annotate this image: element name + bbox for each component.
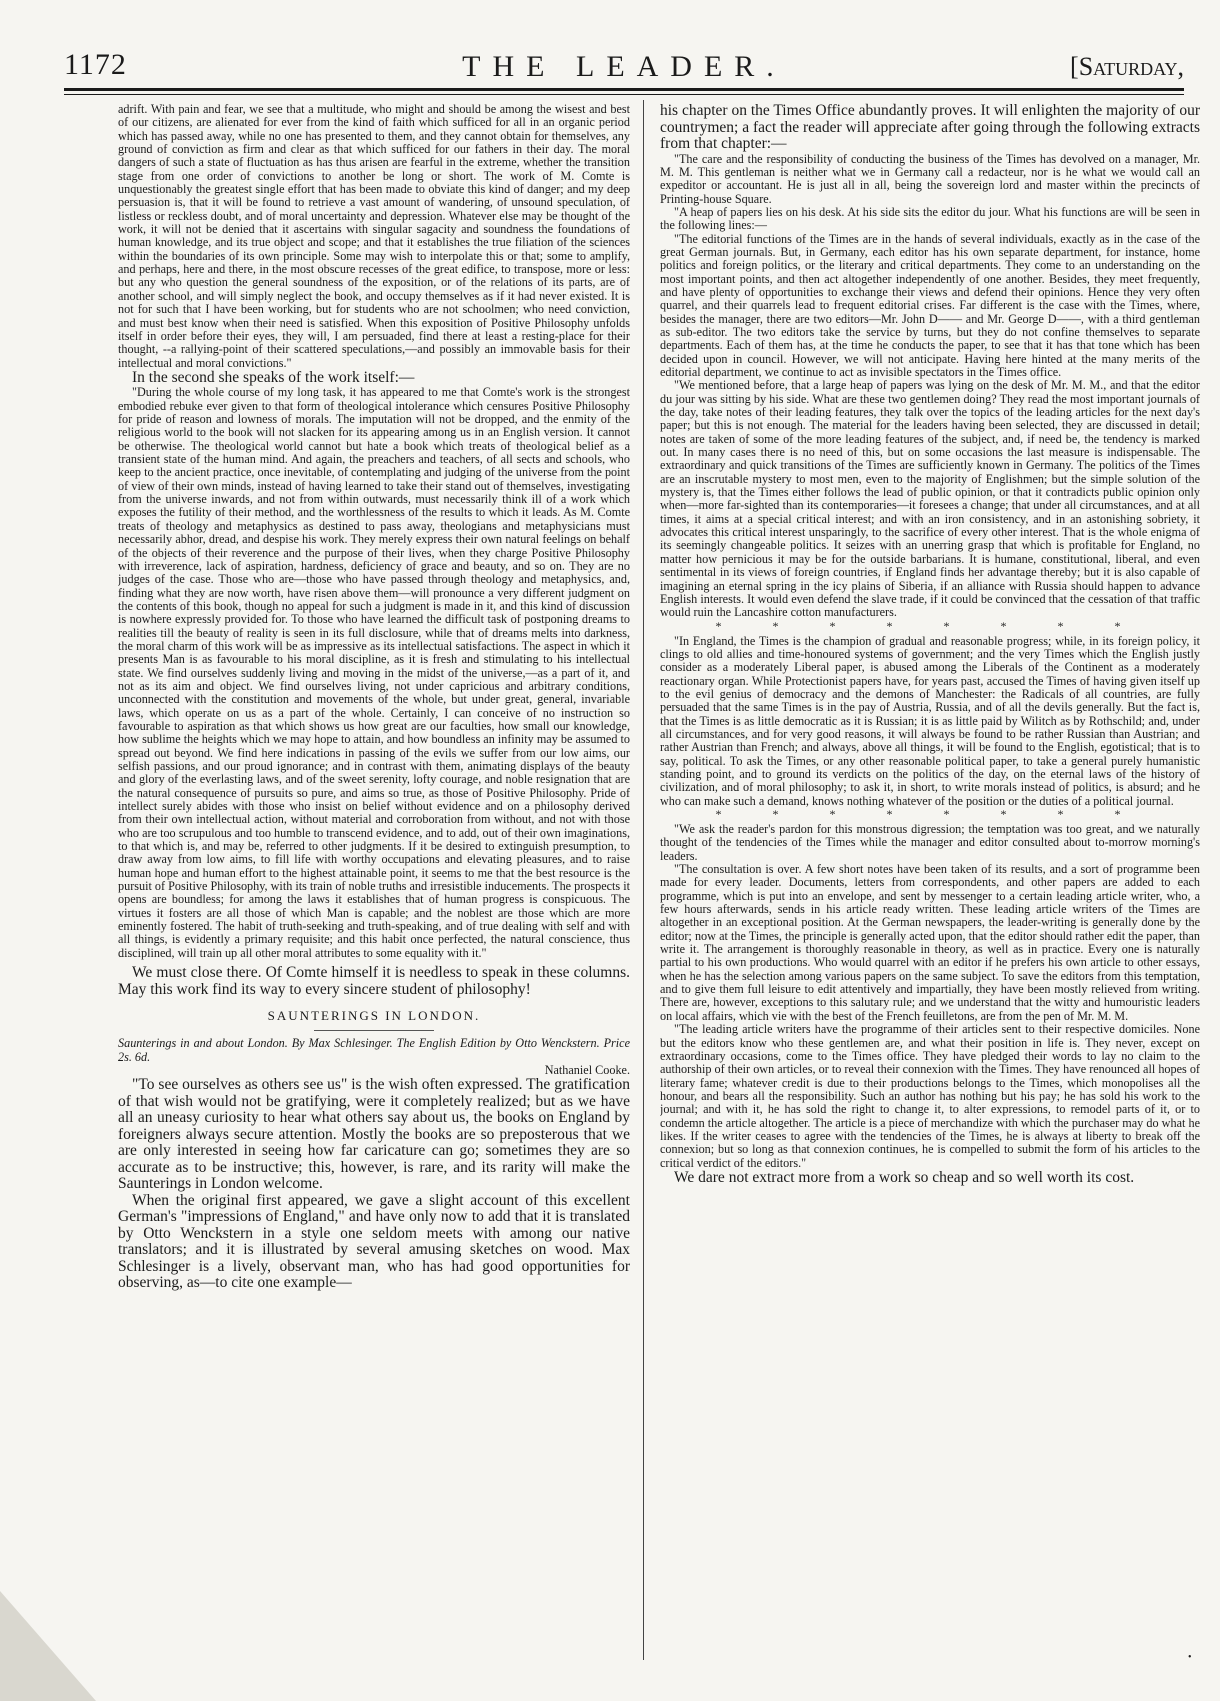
comte-review-quote: "During the whole course of my long task, it has appeared to me that Comte's work is the strongest embodied rebuke ever given to that form of theological intolerance which censures Positive Philosophy for pride of reason and lowness of morals. The imputation will not be dropped, and the enmity of the religious world to the book will not slacken for its appearing among us in an English version. It cannot be otherwise. The theological world cannot but hate a book which treats of theological belief as a transient state of the human mind. And again, the preachers and teachers, of all sects and schools, who keep to the ancient practice, once inevitable, of contemplating and judging of the universe from the point of view of their own minds, instead of having learned to take their stand out of themselves, investigating from the universe inwards, and not from within outwards, must necessarily think ill of a work which exposes the futility of their method, and the worthlessness of the results to which it leads. As M. Comte treats of theology and metaphysics as destined to pass away, theologians and metaphysicians must necessarily abhor, dread, and despise his work. They merely express their own natural feelings on behalf of the objects of their reverence and the purpose of their lives, when they charge Positive Philosophy with irreverence, lack of aspiration, hardness, deficiency of grace and beauty, and so on. They are no judges of the case. Those who are—those who have passed through theology and metaphysics, and, finding what they are now worth, have risen above them—will pronounce a very different judgment on the contents of this book, though no appeal for such a judgment is made in it, and this kind of discussion is nowhere expressly provided for. To those who have learned the difficult task of postponing dreams to realities till the beauty of reality is seen in its full disclosure, while that of dreams melts into darkness, the moral charm of this work will be as impressive as its intellectual satisfactions. The aspect in which it presents Man is as favourable to his moral discipline, as it is fresh and stimulating to his intellectual state. We find ourselves suddenly living and moving in the midst of the universe,—as a part of it, and not as its aim and object. We find ourselves living, not under capricious and arbitrary conditions, unconnected with the constitution and movements of the whole, but under great, general, invariable laws, which operate on us as a part of the whole. Certainly, I can conceive of no instruction so favourable to aspiration as that which shows us how great are our faculties, how small our knowledge, how sublime the heights which we may hope to attain, and how boundless an infinity may be assumed to spread out beyond. We find here indications in passing of the evils we suffer from our low aims, our selfish passions, and our proud ignorance; and in contrast with them, animating displays of the beauty and glory of the everlasting laws, and of the sweet serenity, lofty courage, and noble resignation that are the natural consequence of pursuits so pure, and aims so true, as those of Positive Philosophy. Pride of intellect surely abides with those who insist on belief without evidence and on a philosophy derived from their own intellectual action, without material and corroboration from without, and not with those who are too scrupulous and too humble to transcend evidence, and to add, out of their own imaginations, to that which is, and may be, referred to other judgments. If it be desired to extinguish presumption, to draw away from low aims, to fill life with worthy occupations and elevating pleasures, and to raise human hope and human effort to the highest attainable point, it seems to me that the best resource is the pursuit of Positive Philosophy, with its train of noble truths and irresistible inducements. The prospects it opens are boundless; for among the laws it establishes that of human progress is conspicuous. The virtues it fosters are all those of which Man is capable; and the noblest are those which are more eminently fostered. The habit of truth-seeking and truth-speaking, and of true dealing with self and with all things, is evidently a primary requisite; and this habit once perfected, the natural conscience, thus disciplined, will train up all other moral attributes to some equality with it." [118, 385, 630, 960]
newspaper-title: THE LEADER. [462, 50, 786, 83]
column-divider [643, 100, 644, 1660]
issue-day: [Saturday, [1070, 52, 1184, 81]
times-extract-3: "The editorial functions of the Times are in the hands of several individuals, exactly as in the case of the great German journals. But, in Germany, each editor has his own separate department, for instance, home politics and foreign politics, or the literary and critical departments. They come to an understanding on the most important points, and then act altogether independently of one another. Besides, they meet frequently, and have plenty of opportunities to exchange their views and defend their opinions. Hence they very often quarrel, and their quarrels lead to frequent editorial crises. Far different is the case with the Times, where, besides the manager, there are two editors—Mr. John D—— and Mr. George D——, with a third gentleman as sub-editor. The two editors take the service by turns, but they do not confine themselves to separate departments. Each of them has, at the time he conducts the paper, to see that it has that tone which has been decided upon in council. However, we will not anticipate. Having here hinted at the many merits of the editorial department, we continue to act as invisible spectators in the Times office. [660, 231, 1200, 379]
times-office-intro: his chapter on the Times Office abundantly proves. It will enlighten the majority of our countrymen; a fact the reader will appreciate after going through the following extracts from that chapter:— [660, 103, 1200, 152]
times-extract-8: "The leading article writers have the programme of their articles sent to their respective domiciles. None but the editors know who these gentlemen are, and what their position in life is. They never, except on extraordinary occasions, come to the Times office. They have pledged their words to lay no claim to the authorship of their own articles, or to reveal their connexion with the Times. They have renounced all hopes of literary fame; whatever credit is due to their productions belongs to the Times, which monopolises all the honour, and bears all the responsibility. Such an author has nothing but his pay; he has sold his work to the journal; and with it, he has sold the right to change it, to alter expressions, to remodel parts of it, or to condemn the article altogether. The article is a piece of merchandize with which the purchaser may do what he likes. If the writer ceases to agree with the tendencies of the Times, he is always at liberty to break off the connexion; but so long as that connexion continues, he is compelled to submit the form of his articles to the critical verdict of the editors." [660, 1022, 1200, 1170]
comte-review-paragraph: adrift. With pain and fear, we see that a multitude, who might and should be among the wisest and best of our citizens, are alienated for ever from the kind of faith which sufficed for all in an organic period which has passed away, while no one has presented to them, and they cannot obtain for themselves, any ground of conviction as firm and clear as that which sufficed for our fathers in their day. The moral dangers of such a state of fluctuation as has thus arisen are fearful in the extreme, whether the transition stage from one order of convictions to another be long or short. The work of M. Comte is unquestionably the greatest single effort that has been made to obviate this kind of danger; and my deep persuasion is, that it will be found to retrieve a vast amount of wandering, of unsound speculation, of listless or reckless doubt, and of moral uncertainty and depression. Whatever else may be thought of the work, it will not be denied that it ascertains with singular sagacity and soundness the foundations of human knowledge, and its true object and scope; and that it establishes the true filiation of the sciences within the boundaries of its own principle. Some may wish to interpolate this or that; some to amplify, and perhaps, here and there, in the most obscure recesses of the great edifice, to transpose, more or less: but any who question the general soundness of the exposition, or of the relations of its parts, are of another school, and will simply neglect the book, and occupy themselves as if it had never existed. It is not for such that I have been working, but for students who are not schoolmen; who need conviction, and must best know when their need is satisfied. When this exposition of Positive Philosophy unfolds itself in order before their eyes, they will, I am persuaded, find there at least a resting-place for their thought, --a rallying-point of their scattered speculations,—and possibly an immovable basis for their intellectual and moral convictions." [118, 103, 630, 370]
saunterings-paragraph-1: "To see ourselves as others see us" is the wish often expressed. The gratification of that wish would not be gratifying, were it completely realized; but as we have all an uneasy curiosity to hear what others say about us, the books on England by foreigners always secure attention. Mostly the books are so preposterous that we are only interested in seeing how far caricature can go; sometimes they are so accurate as to be instructive; this, however, is rare, and its rarity will make the Saunterings in London welcome. [118, 1076, 630, 1193]
times-extract-7: "The consultation is over. A few short notes have been taken of its results, and a sort of programme been made for every leader. Documents, letters from correspondents, and other papers are added to each programme, which is put into an envelope, and sent by messenger to a certain leading article writer, who, a few hours afterwards, sends in his article ready written. These leading article writers of the Times are altogether in an exceptional position. At the German newspapers, the leader-writing is generally done by the editor; now at the Times, the principle is generally acted upon, that the editor should rather edit the paper, than write it. The arrangement is thoroughly reasonable in theory, as well as in practice. Every one is naturally partial to his own productions. Who would quarrel with an editor if he prefers his own article to other essays, when he has the selection among various papers on the same subject. To save the editors from this temptation, and to give them full leisure to edit attentively and impartially, they have been mostly relieved from writing. There are, however, exceptions to this salutary rule; and we understand that the witty and humouristic leaders on local affairs, which vie with the best of the French feuilletons, are from the pen of Mr. M. M. [660, 862, 1200, 1023]
comte-review-closing: We must close there. Of Comte himself it is needless to speak in these columns. May this work find its way to every sincere student of philosophy! [118, 964, 630, 998]
page-number: 1172 [64, 48, 127, 81]
section-title: SAUNTERINGS IN LONDON. [267, 1008, 481, 1024]
citation-text: Saunterings in and about London. By Max Schlesinger. The English Edition by Otto Wenckstern. Price 2s. 6d. [118, 1036, 630, 1064]
times-extract-1: "The care and the responsibility of conducting the business of the Times has devolved on a manager, Mr. M. M. This gentleman is neither what we in Germany call a redacteur, nor is he what we would call an expeditor or accountant. He is just all in all, being the sovereign lord and master within the precincts of Printing-house Square. [660, 151, 1200, 206]
book-citation [118, 1037, 630, 1077]
section-break-stars-2: * * * * * * * * [715, 807, 1145, 821]
times-extract-5: "In England, the Times is the champion of gradual and reasonable progress; while, in its foreign policy, it clings to old allies and time-honoured systems of government; and the very Times which the English justly consider as a moderately Liberal paper, is abused among the Liberals of the Continent as a moderately reactionary organ. While Protectionist papers have, for years past, accused the Times of having given itself up to the evil genius of democracy and the demons of Manchester: the Radicals of all countries, are fully persuaded that the same Times is in the pay of Austria, Russia, and of all the devils generally. But the fact is, that the Times is as little democratic as it is Russian; it is as little paid by Wilitch as by Rothschild; and, under all circumstances, and for very good reasons, it will always be found to be rather Russian than Austrian; and rather Austrian than French; and always, above all things, it will be found to the English, egotistical; that is to say, political. To ask the Times, or any other reasonable political paper, to take a general purely humanistic standing point, and to ground its verdicts on the politics of the day, on the eternal laws of the history of civilization, and of moral philosophy; to ask it, in short, to write morals instead of politics, is absurd; and he who can make such a demand, knows nothing whatever of the position or the duties of a political journal. [660, 633, 1200, 808]
times-extract-2: "A heap of papers lies on his desk. At his side sits the editor du jour. What his functions are will be seen in the following lines:— [660, 204, 1200, 233]
page-fold-mark [0, 1591, 96, 1701]
header-rule-thick [64, 88, 1184, 91]
times-extract-4: "We mentioned before, that a large heap of papers was lying on the desk of Mr. M. M., and that the editor du jour was sitting by his side. What are these two gentlemen doing? They read the most important journals of the day, take notes of their leading features, they talk over the topics of the leading articles for the next day's paper; but this is not enough. The material for the leaders having been selected, they are discussed in detail; notes are taken of some of the more leading features of the subject, and, if need be, the tendency is marked out. In many cases there is no need of this, but on some occasions the last measure is indispensable. The extraordinary and quick transitions of the Times are sufficiently known in Germany. The politics of the Times are an inscrutable mystery to most men, even to the majority of Englishmen; but the simple solution of the mystery is, that the Times either follows the lead of public opinion, or that it contradicts public opinion only when—more far-sighted than its contemporaries—it foresees a change; that under all circumstances, and at all times, it aims at a special critical interest; and with an iron consistency, and in an astonishing sobriety, it advocates this critical interest unsparingly, to the sacrifice of every other interest. That is the whole enigma of its seemingly changeable politics. It seizes with an unerring grasp that which is profitable for England, no matter how pernicious it may be for the outside barbarians. It is humane, constitutional, liberal, and even sentimental in its views of foreign countries, if England finds her advantage thereby; but it is also capable of imagining an eternal spring in the icy plains of Siberia, if an alliance with Russia should happen to advance English interests. It would even defend the slave trade, if it could be convinced that the cessation of that traffic would ruin the Lancashire cotton manufacturers. [660, 378, 1200, 620]
saunterings-paragraph-2: When the original first appeared, we gave a slight account of this excellent German's "impressions of England," and have only now to add that it is translated by Otto Wenckstern in a style one seldom meets with among our native translators; and it is illustrated by several amusing sketches on wood. Max Schlesinger is a lively, observant man, who has had good opportunities for observing, as—to cite one example— [118, 1191, 630, 1292]
comte-review-intro: In the second she speaks of the work itself:— [132, 368, 415, 386]
times-extract-6: "We ask the reader's pardon for this monstrous digression; the temptation was too great, and we naturally thought of the tendencies of the Times while the manager and editor consulted about to-morrow morning's leaders. [660, 822, 1200, 863]
review-closing-line: We dare not extract more from a work so cheap and so well worth its cost. [674, 1168, 1135, 1186]
section-rule [314, 1030, 434, 1031]
right-column [660, 103, 1200, 1663]
left-column [118, 103, 630, 1663]
citation-editor: Nathaniel Cooke. [544, 1062, 630, 1077]
corner-dot-mark: • [1188, 1652, 1192, 1663]
section-break-stars: * * * * * * * * [715, 618, 1145, 633]
header-rule-thin [64, 94, 1184, 95]
